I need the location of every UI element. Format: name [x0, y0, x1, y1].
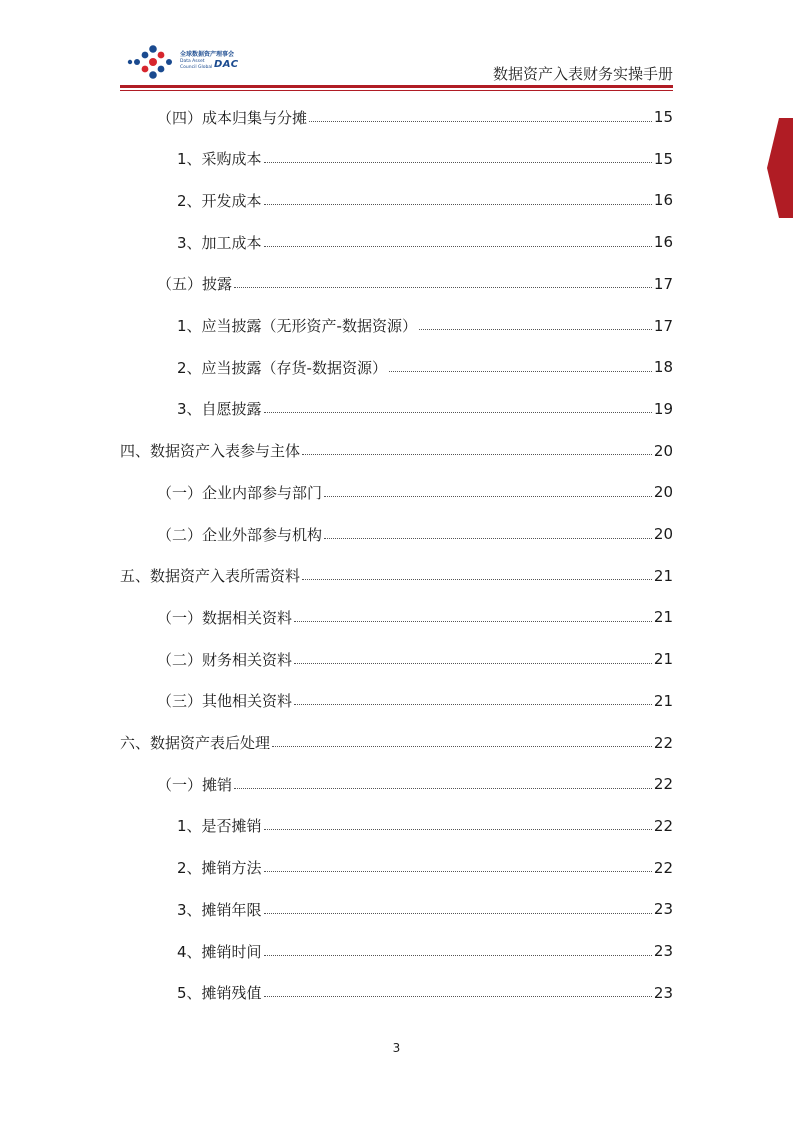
- toc-entry-label: （一）摊销: [157, 775, 233, 794]
- toc-entry-label: （一）企业内部参与部门: [157, 483, 323, 502]
- toc-entry[interactable]: [120, 730, 673, 756]
- toc-leader-dots: [294, 621, 652, 622]
- logo-dots-icon: [126, 44, 178, 80]
- toc-leader-dots: [324, 538, 652, 539]
- logo-abbreviation: DAC: [214, 59, 239, 70]
- toc-entry-label: 5、摊销残值: [177, 984, 262, 1003]
- toc-leader-dots: [302, 579, 652, 580]
- toc-leader-dots: [264, 996, 652, 997]
- toc-entry-page: 16: [653, 191, 673, 210]
- toc-entry-page: 22: [653, 733, 673, 752]
- toc-entry-label: 2、应当披露（存货-数据资源）: [177, 358, 387, 377]
- toc-entry-label: 3、加工成本: [177, 233, 262, 252]
- toc-entry-page: 21: [653, 650, 673, 669]
- toc-leader-dots: [264, 829, 652, 830]
- toc-entry[interactable]: [120, 604, 673, 630]
- toc-leader-dots: [309, 121, 652, 122]
- toc-entry-label: 五、数据资产入表所需资料: [120, 567, 301, 586]
- toc-entry-label: （二）财务相关资料: [157, 650, 293, 669]
- toc-entry-label: 3、自愿披露: [177, 400, 262, 419]
- toc-leader-dots: [419, 329, 652, 330]
- toc-leader-dots: [302, 454, 652, 455]
- toc-entry-page: 21: [653, 608, 673, 627]
- toc-entry[interactable]: [120, 896, 673, 922]
- toc-leader-dots: [264, 955, 652, 956]
- toc-entry-page: 15: [653, 108, 673, 126]
- toc-leader-dots: [264, 204, 652, 205]
- toc-leader-dots: [272, 746, 652, 747]
- logo-english-line1: Data Asset: [180, 59, 205, 64]
- toc-entry[interactable]: [120, 146, 673, 172]
- toc-entry-page: 23: [653, 942, 673, 960]
- logo-english-line2: Council Global: [180, 65, 213, 70]
- toc-entry[interactable]: [120, 688, 673, 714]
- toc-entry[interactable]: [120, 187, 673, 213]
- toc-entry-page: 17: [653, 274, 673, 293]
- toc-entry-page: 19: [653, 399, 673, 418]
- toc-leader-dots: [324, 496, 652, 497]
- toc-entry-label: 1、应当披露（无形资产-数据资源）: [177, 317, 417, 335]
- toc-entry[interactable]: [120, 313, 673, 339]
- toc-entry-label: （一）数据相关资料: [157, 608, 293, 627]
- toc-leader-dots: [264, 913, 652, 914]
- toc-leader-dots: [389, 371, 652, 372]
- toc-entry[interactable]: [120, 229, 673, 255]
- toc-entry-page: 20: [653, 525, 673, 543]
- toc-leader-dots: [234, 287, 652, 288]
- toc-leader-dots: [234, 788, 652, 789]
- toc-entry-page: 20: [653, 441, 673, 460]
- toc-leader-dots: [294, 704, 652, 705]
- toc-entry-label: 1、采购成本: [177, 150, 262, 169]
- toc-entry-page: 15: [653, 149, 673, 168]
- toc-entry-label: 1、是否摊销: [177, 817, 262, 836]
- toc-entry[interactable]: [120, 646, 673, 672]
- toc-entry-label: （五）披露: [157, 275, 233, 294]
- toc-entry[interactable]: [120, 271, 673, 297]
- page-number: 3: [392, 1041, 401, 1055]
- toc-entry-page: 23: [653, 900, 673, 919]
- toc-entry-label: 2、摊销方法: [177, 859, 262, 878]
- toc-leader-dots: [264, 246, 652, 247]
- toc-entry-label: （三）其他相关资料: [157, 692, 293, 711]
- toc-entry[interactable]: [120, 354, 673, 380]
- toc-entry[interactable]: [120, 813, 673, 839]
- toc-leader-dots: [294, 663, 652, 664]
- toc-entry-page: 16: [653, 233, 673, 252]
- toc-entry-page: 22: [653, 775, 673, 794]
- toc-entry[interactable]: [120, 396, 673, 422]
- toc-entry-page: 21: [653, 566, 673, 585]
- toc-entry-label: 四、数据资产入表参与主体: [120, 442, 301, 461]
- toc-entry[interactable]: [120, 104, 673, 130]
- page-header: [0, 0, 793, 95]
- toc-entry-page: 23: [653, 983, 673, 1002]
- toc-leader-dots: [264, 412, 652, 413]
- toc-leader-dots: [264, 871, 652, 872]
- toc-entry-label: 2、开发成本: [177, 191, 262, 210]
- toc-entry[interactable]: [120, 521, 673, 547]
- toc-entry[interactable]: [120, 438, 673, 464]
- toc-entry[interactable]: [120, 771, 673, 797]
- toc-entry[interactable]: [120, 855, 673, 881]
- toc-entry-label: 六、数据资产表后处理: [120, 734, 271, 752]
- header-rule-thick: [120, 85, 673, 88]
- toc-entry-page: 22: [653, 858, 673, 877]
- toc-entry-label: （二）企业外部参与机构: [157, 525, 323, 544]
- toc-entry-page: 21: [653, 691, 673, 710]
- toc-entry[interactable]: [120, 479, 673, 505]
- toc-entry-label: 3、摊销年限: [177, 900, 262, 919]
- toc-entry-label: （四）成本归集与分摊: [157, 108, 308, 127]
- toc-entry[interactable]: [120, 938, 673, 964]
- toc-entry-page: 20: [653, 483, 673, 502]
- toc-entry-page: 17: [653, 316, 673, 335]
- toc-entry[interactable]: [120, 563, 673, 589]
- side-bookmark-tab: [767, 118, 793, 218]
- toc-entry[interactable]: [120, 980, 673, 1006]
- toc-entry-page: 18: [653, 358, 673, 377]
- document-title: 数据资产入表财务实操手册: [492, 65, 673, 83]
- header-rule-thin: [120, 90, 673, 91]
- logo-chinese-name: 全球数据资产理事会: [180, 51, 235, 58]
- dac-logo: [126, 44, 256, 80]
- toc-leader-dots: [264, 162, 652, 163]
- toc-entry-page: 22: [653, 816, 673, 835]
- toc-entry-label: 4、摊销时间: [177, 942, 262, 961]
